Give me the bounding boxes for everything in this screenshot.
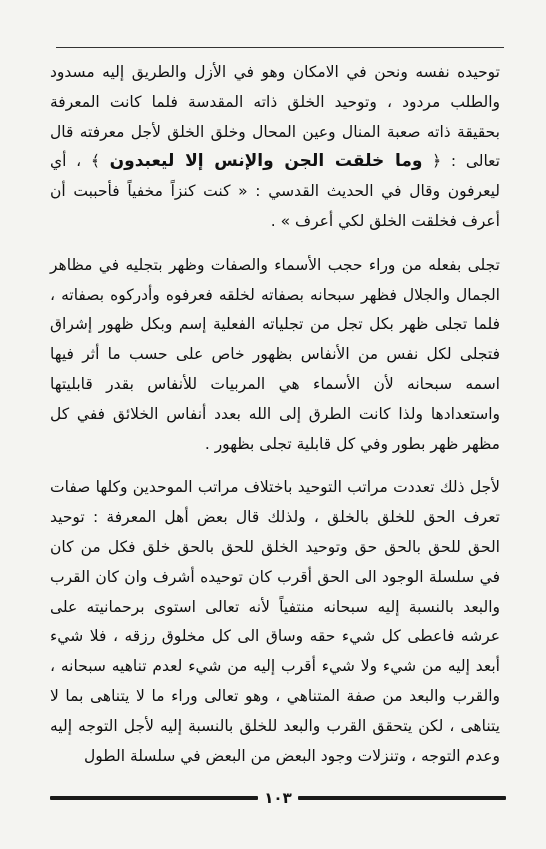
footer-rule-left (50, 796, 258, 800)
paragraph-1-text-b: ﴾ ، أي ليعرفون وقال في الحديث القدسي : « كنت كنزاً مخفياً فأحببت أن أعرف فخلقت الخلق لكي أعرف » . (50, 152, 500, 230)
paragraph-2: تجلى بفعله من وراء حجب الأسماء والصفات وظهر بتجليه في مظاهر الجمال والجلال فظهر سبحانه بصفاته لخلقه فعرفوه وأدركوه بصفاته ، فلما تجلى ظهر بكل تجل من تجلياته الفعلية إسم وبكل ظهور إشراق فتجلى لكل نفس من الأنفاس بظهور خاص على حسب ما أثر فيها اسمه سبحانه لأن الأسماء هي المربيات للأنفاس بقدر قابليتها واستعدادها ولذا كانت الطرق إلى الله بعدد أنفاس الخلائق ففي كل مظهر ظهر بطور وفي كل قابلية تجلى بظهور . (50, 255, 500, 453)
top-rule (56, 47, 504, 48)
page-number: ١٠٣ (264, 789, 292, 807)
page-body (50, 58, 500, 771)
footer-rule-right (298, 796, 506, 800)
quran-verse: وما خلقت الجن والإنس إلا ليعبدون (109, 151, 423, 172)
page-footer (50, 787, 506, 809)
paragraph-1 (50, 58, 500, 237)
paragraph-1-text-a: توحيده نفسه ونحن في الامكان وهو في الأزل والطريق إليه مسدود والطلب مردود ، وتوحيد الخلق ذاته المقدسة فلما كانت المعرفة بحقيقة ذاته صعبة المنال وعين المحال وخلق الخلق لأجل معرفته قال تعالى : ﴿ (50, 63, 500, 171)
paragraph-3: لأجل ذلك تعددت مراتب التوحيد باختلاف مراتب الموحدين وكلها صفات تعرف الحق للخلق بالخلق ، ولذلك قال بعض أهل المعرفة : توحيد الحق للحق بالحق حق وتوحيد الخلق للحق بالحق خلق فكل من كان في سلسلة الوجود الى الحق أقرب كان توحيده أشرف وان كان القرب والبعد بالنسبة إليه سبحانه منتفياً لأنه تعالى استوى برحمانيته على عرشه فاعطى كل شيء حقه وساق الى كل مخلوق رزقه ، فلا شيء أبعد إليه من شيء ولا شيء أقرب إليه من شيء لعدم تناهيه سبحانه ، والقرب والبعد من صفة المتناهي ، وهو تعالى وراء ما لا يتناهى بما لا يتناهى ، لكن يتحقق القرب والبعد للخلق بالنسبة إليه لأجل التوجه إليه وعدم التوجه ، وتنزلات وجود البعض من البعض في سلسلة الطول (50, 478, 500, 765)
